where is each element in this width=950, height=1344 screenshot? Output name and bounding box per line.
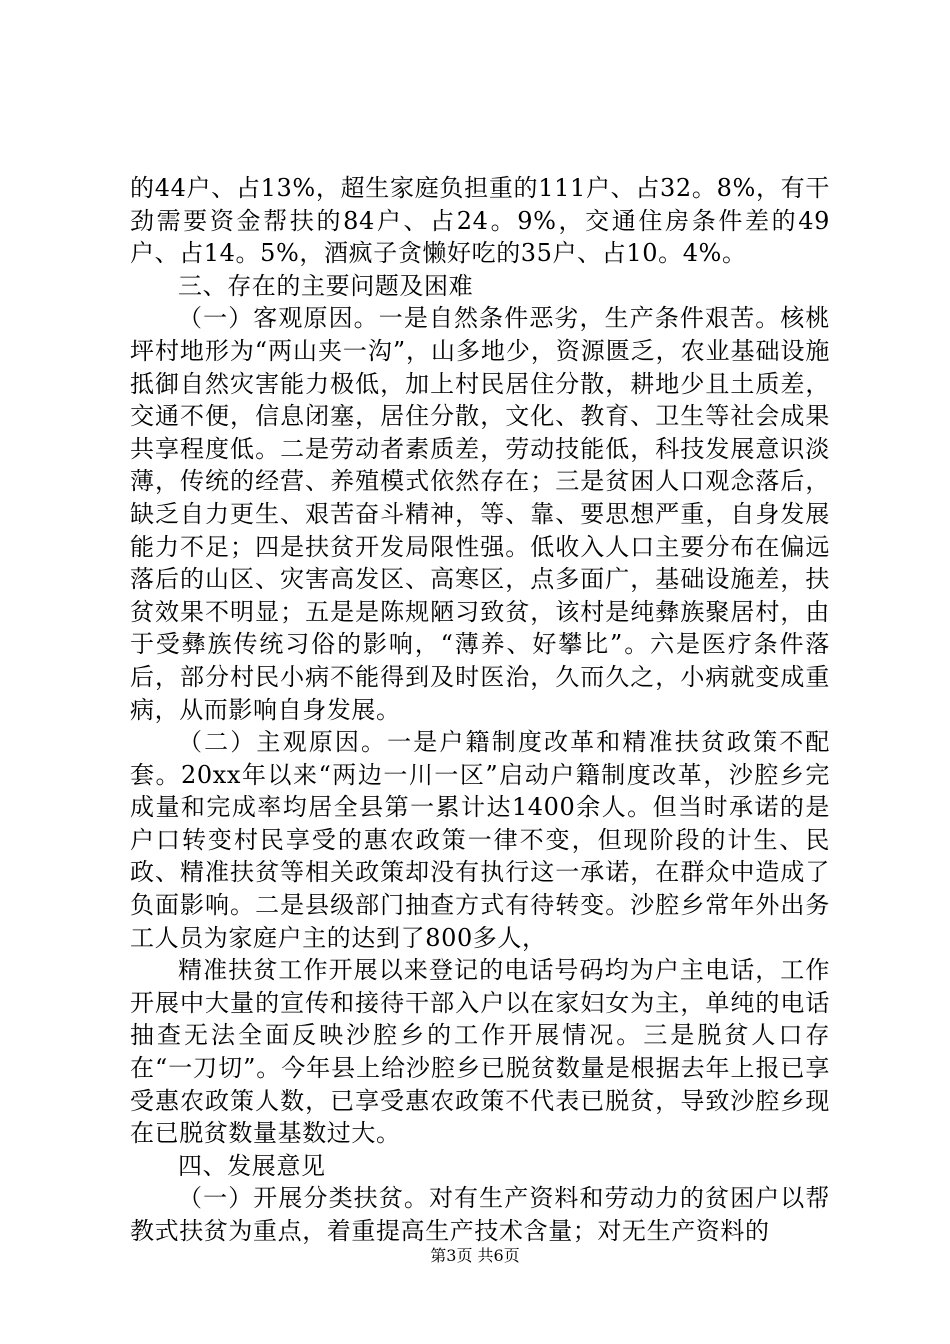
paragraph-classified-aid: （一）开展分类扶贫。对有生产资料和劳动力的贫困户以帮教式扶贫为重点，着重提高生产技术含量；对无生产资料的 [130, 1184, 830, 1245]
section-heading-problems: 三、存在的主要问题及困难 [178, 271, 474, 300]
page-number-footer: 第3页 共6页 [430, 1246, 520, 1265]
paragraph-subjective-causes: （二）主观原因。一是户籍制度改革和精准扶贫政策不配套。20xx年以来“两边一川一区”启动户籍制度改革，沙腔乡完成量和完成率均居全县第一累计达1400余人。但当时承诺的是户口转变村民享受的惠农政策一律不变，但现阶段的计生、民政、精准扶贫等相关政策却没有执行这一承诺，在群众中造成了负面影响。二是县级部门抽查方式有待转变。沙腔乡常年外出务工人员为家庭户主的达到了800多人， [130, 728, 830, 952]
paragraph-objective-causes: （一）客观原因。一是自然条件恶劣，生产条件艰苦。核桃坪村地形为“两山夹一沟”，山多地少，资源匮乏，农业基础设施抵御自然灾害能力极低，加上村民居住分散，耕地少且土质差，交通不便，信息闭塞，居住分散，文化、教育、卫生等社会成果共享程度低。二是劳动者素质差，劳动技能低，科技发展意识淡薄，传统的经营、养殖模式依然存在；三是贫困人口观念落后，缺乏自力更生、艰苦奋斗精神，等、靠、要思想严重，自身发展能力不足；四是扶贫开发局限性强。低收入人口主要分布在偏远落后的山区、灾害高发区、高寒区，点多面广，基础设施差，扶贫效果不明显；五是是陈规陋习致贫，该村是纯彝族聚居村，由于受彝族传统习俗的影响，“薄养、好攀比”。六是医疗条件落后，部分村民小病不能得到及时医治，久而久之，小病就变成重病，从而影响自身发展。 [130, 304, 830, 724]
paragraph-1: 的44户、占13%，超生家庭负担重的111户、占32。8%，有干劲需要资金帮扶的84户、占24。9%，交通住房条件差的49户、占14。5%，酒疯子贪懒好吃的35户、占10。4%。 [130, 174, 830, 268]
document-body [130, 172, 830, 1248]
paragraph-phone-survey: 精准扶贫工作开展以来登记的电话号码均为户主电话，工作开展中大量的宣传和接待干部入户以在家妇女为主，单纯的电话抽查无法全面反映沙腔乡的工作开展情况。三是脱贫人口存在“一刀切”。今年县上给沙腔乡已脱贫数量是根据去年上报已享受惠农政策人数，已享受惠农政策不代表已脱贫，导致沙腔乡现在已脱贫数量基数过大。 [130, 956, 830, 1148]
section-heading-suggestions: 四、发展意见 [178, 1151, 326, 1180]
